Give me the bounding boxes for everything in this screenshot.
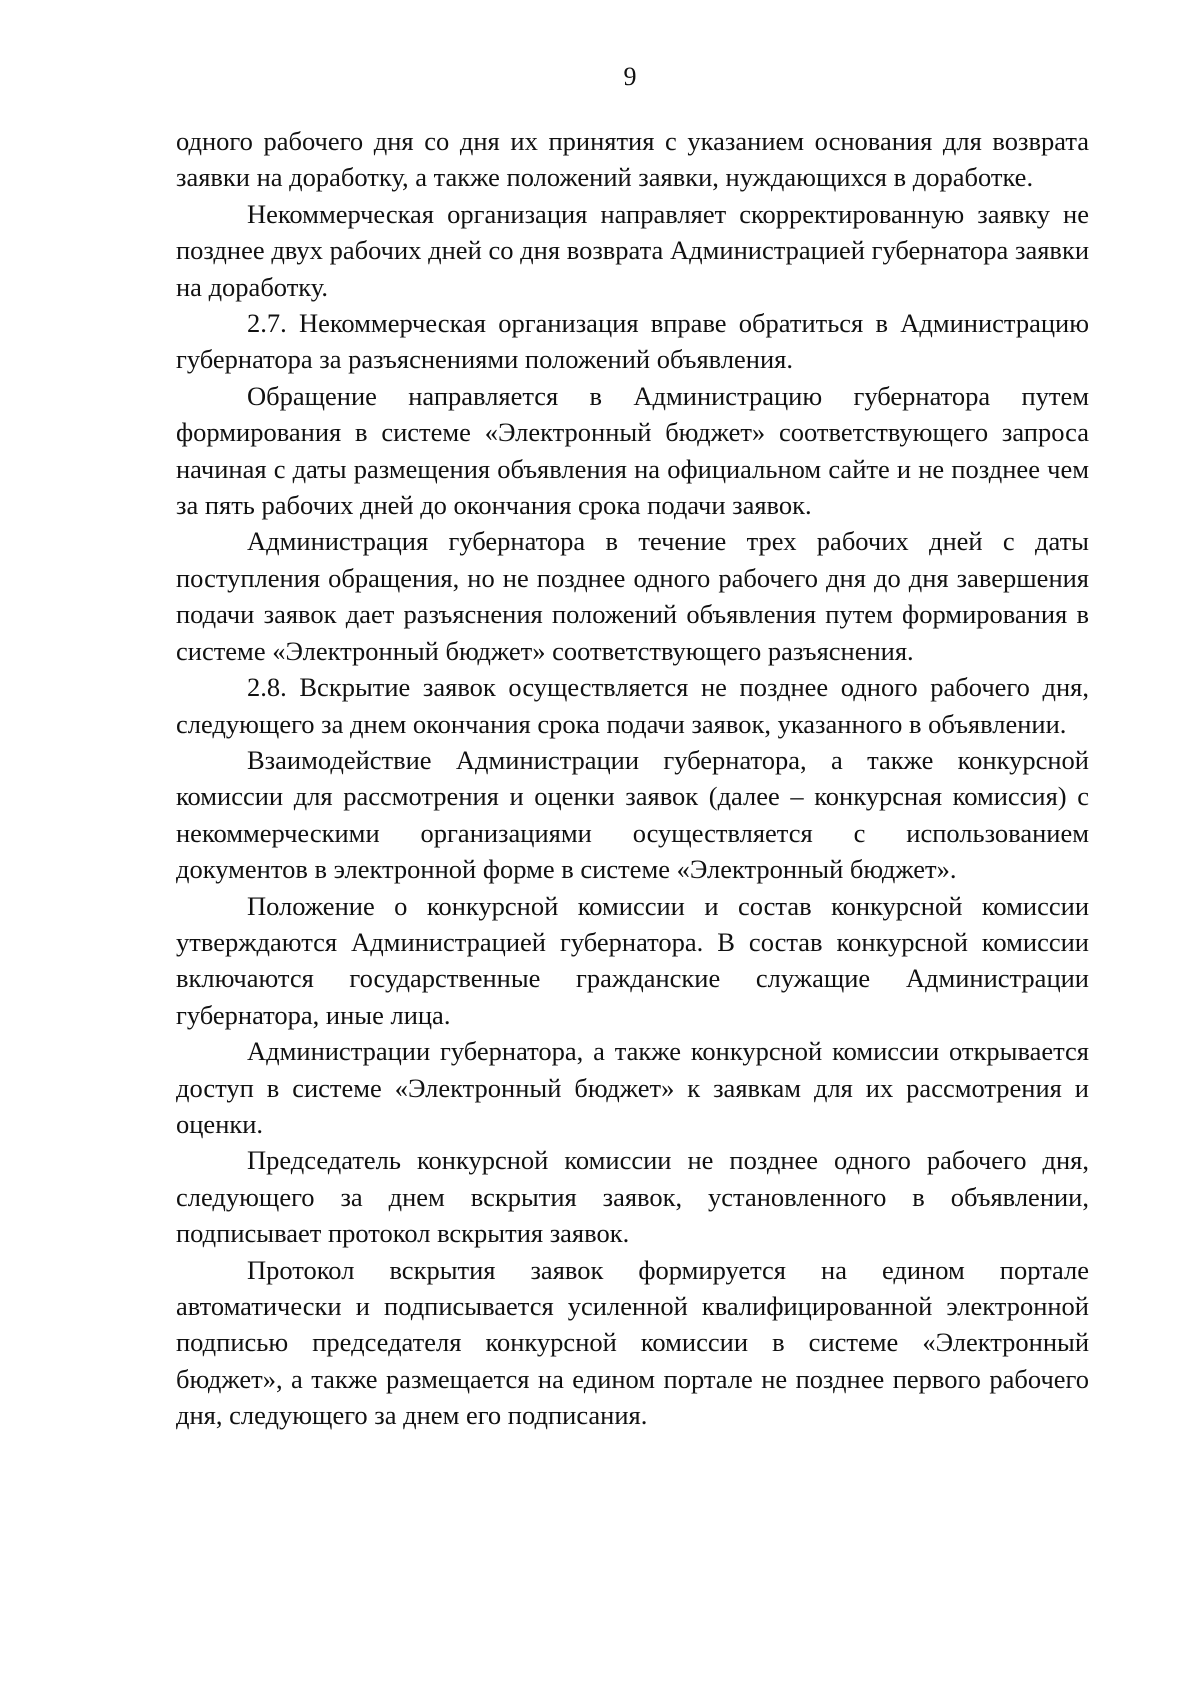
paragraph-corrected-application: Некоммерческая организация направляет скорректированную заявку не позднее двух рабочих дней со дня возврата Администрацией губернатора заявки на доработку.: [176, 198, 1089, 302]
paragraph-clarification: Администрация губернатора в течение трех рабочих дней с даты поступления обращения, но не позднее одного рабочего дня до дня завершения подачи заявок дает разъяснения положений объявления путем формирования в системе «Электронный бюджет» соответствующего разъяснения.: [176, 526, 1089, 666]
paragraph-access: Администрации губернатора, а также конкурсной комиссии открывается доступ в системе «Электронный бюджет» к заявкам для их рассмотрения и оценки.: [176, 1036, 1089, 1139]
paragraph-interaction: Взаимодействие Администрации губернатора, а также конкурсной комиссии для рассмотрения и оценки заявок (далее – конкурсная комиссия) с некоммерческими организациями осуществляется с использованием документов в электронной форме в системе «Электронный бюджет».: [176, 744, 1089, 885]
document-body: [176, 123, 1089, 1434]
paragraph-2-8: 2.8. Вскрытие заявок осуществляется не позднее одного рабочего дня, следующего за днем окончания срока подачи заявок, указанного в объявлении.: [176, 672, 1089, 739]
page-number: 9: [623, 62, 637, 91]
paragraph-chairman: Председатель конкурсной комиссии не позднее одного рабочего дня, следующего за днем вскрытия заявок, установленного в объявлении, подписывает протокол вскрытия заявок.: [176, 1145, 1089, 1249]
paragraph-request: Обращение направляется в Администрацию губернатора путем формирования в системе «Электронный бюджет» соответствующего запроса начиная с даты размещения объявления на официальном сайте и не позднее чем за пять рабочих дней до окончания срока подачи заявок.: [176, 380, 1089, 521]
paragraph-2-7: 2.7. Некоммерческая организация вправе обратиться в Администрацию губернатора за разъяснениями положений объявления.: [176, 308, 1089, 375]
paragraph-commission-composition: Положение о конкурсной комиссии и состав конкурсной комиссии утверждаются Администрацией губернатора. В состав конкурсной комиссии включаются государственные гражданские служащие Администрации губернатора, иные лица.: [176, 890, 1089, 1030]
paragraph-protocol: Протокол вскрытия заявок формируется на едином портале автоматически и подписывается усиленной квалифицированной электронной подписью председателя конкурсной комиссии в системе «Электронный бюджет», а также размещается на едином портале не позднее первого рабочего дня, следующего за днем его подписания.: [176, 1254, 1089, 1431]
paragraph-continuation: одного рабочего дня со дня их принятия с указанием основания для возврата заявки на доработку, а также положений заявки, нуждающихся в доработке.: [176, 126, 1089, 193]
